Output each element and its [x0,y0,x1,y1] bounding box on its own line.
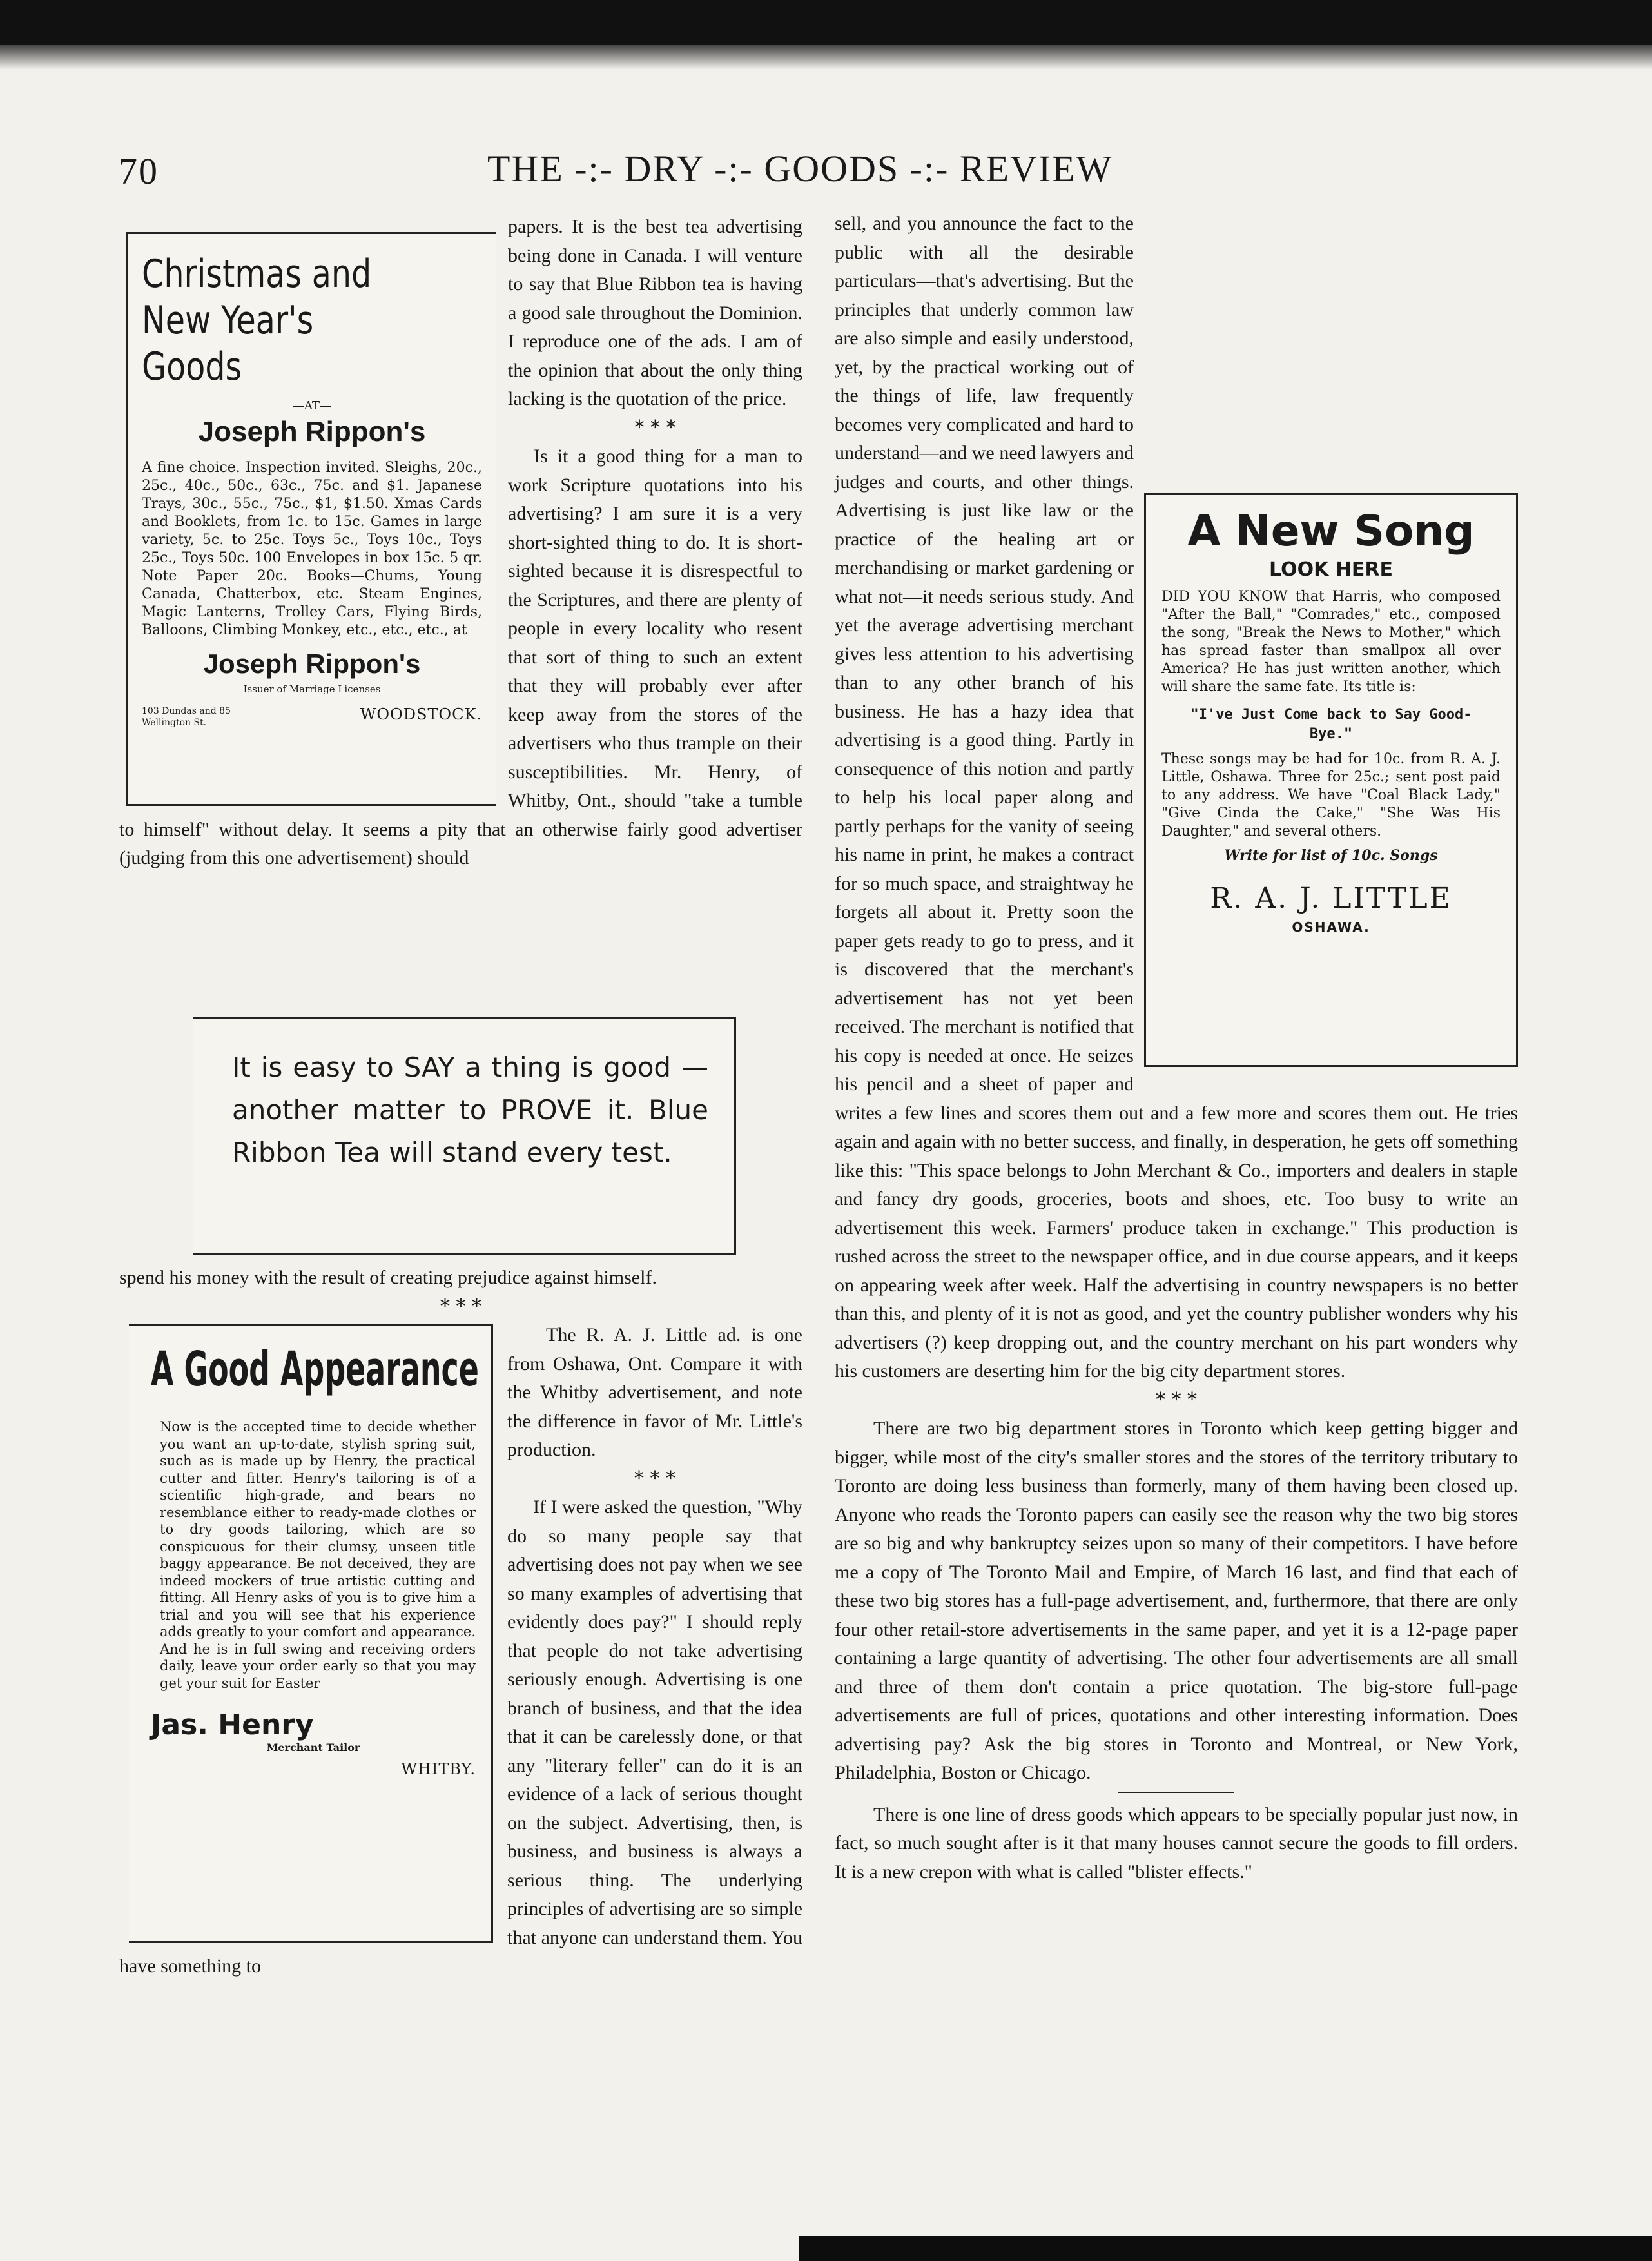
rippon-body: A fine choice. Inspection invited. Sleighs, 20c., 25c., 40c., 50c., 63c., 75c. and $1. Japanese Trays, 30c., 55c., 75c., $1, $1.50. Xmas Cards and Booklets, from 1c. to 15c. Games in large variety, 5c. to 25c. Toys 5c., Toys 10c., Toys 25c., Toys 50c. 100 Envelopes in box 15c. 5 qr. Note Paper 20c. Books—Chums, Young Canada, Chatterbox, etc. Steam Engines, Magic Lanterns, Trolley Cars, Flying Birds, Balloons, Climbing Monkey, etc., etc., etc., at [142,460,482,638]
blue-ribbon-text: It is easy to SAY a thing is good — another matter to PROVE it. Blue Ribbon Tea will stand every test. [232,1052,708,1168]
henry-trade: Merchant Tailor [266,1741,360,1754]
question-paragraph: If I were asked the question, "Why do so many people say that advertising does not pay when we see so many examples of advertising that evidently does pay?" I should reply that people do not take advertising seriously enough. Advertising is one branch of business, and that the idea that it can be carelessly done, or that any "literary feller" can do it is an evidence of a lack of serious thought on the subject. Advertising, then, is business, and business is always a serious thing. The underlying principles of advertising are so simple that anyone can understand them. You have something to [119,1496,802,1977]
little-offer: These songs may be had for 10c. from R. A. J. Little, Oshawa. Three for 25c.; sent post paid to any address. We have "Coal Black Lady," "Give Cinda the Cake," "She Was His Daughter," and several others. [1161,751,1501,839]
right-column [835,210,1518,1886]
scan-bottom-edge [799,2236,1652,2261]
little-look-here: LOOK HERE [1269,558,1393,581]
running-title: THE -:- DRY -:- GOODS -:- REVIEW [487,148,1113,190]
section-divider-stars-2: * * * [440,1295,482,1318]
law-paragraph: sell, and you announce the fact to the public with all the desirable particulars—that's advertising. But the principles that underly common law are also simple and easily understood, yet, by the practical working out of the things of life, law frequently becomes very complicated and hard to understand—and we need lawyers and judges and courts, and other things. Advertising is just like law or the practice of the healing art or merchandising or market gardening or what not—it needs serious study. And yet the average advertising merchant gives less attention to his advertising than to any other branch of his business. He has a hazy idea that advertising is a good thing. Partly in consequence of this notion and partly to help his local paper along and partly perhaps for the vanity of seeing his name in print, he makes a contract for so much space, and straightway he forgets all about it. Pretty soon the paper gets ready to go to press, and it is discovered that the merchant's advertisement has not yet been received. The merchant is notified that his copy is needed at once. He seizes his pencil and a sheet of paper and writes a few lines and scores them out and a few more and scores them out. He tries again and again with no better success, and finally, in desperation, he gets off something like this: "This space belongs to John Merchant & Co., importers and dealers in staple and fancy dry goods, groceries, boots and shoes, etc. Too busy to write an advertisement this week. Farmers' produce taken in exchange." This production is rushed across the street to the newspaper office, and in due course appears, and it keeps on appearing week after week. Half the advertising in country newspapers is no better than this, and plenty of it is not as good, and yet the country publisher wonders why his advertisers (?) keep dropping out, and the country merchant on his part wonders why his customers are deserting him for the big city department stores. [835,213,1518,1382]
section-divider-stars-3: * * * [634,1467,676,1490]
rippon-address: 103 Dundas and 85 Wellington St. [142,706,231,728]
scan-top-shadow [0,45,1652,70]
section-divider-stars-4: * * * [1155,1388,1198,1411]
department-stores-paragraph: There are two big department stores in Toronto which keep getting bigger and bigger, while most of the city's smaller stores and the stores of the territory tributary to Toronto are doing less business than formerly, many of them having been closed up. Anyone who reads the Toronto papers can easily see the reason why the two big stores are so big and why bankruptcy seizes upon so many of their competitors. I have before me a copy of The Toronto Mail and Empire, of March 16 last, and find that each of these two big stores has a full-page advertisement, and, furthermore, that there are only four other retail-store advertisements in the same paper, and yet it is a 12-page paper containing a large quantity of advertising. The other four advertisements are all small and three of them don't contain a price quotation. The big-store full-page advertisements are full of prices, quotations and other interesting information. Does advertising pay? Ask the big stores in Toronto and Montreal, or New York, Philadelphia, Boston or Chicago. [835,1418,1518,1783]
rippon-town: WOODSTOCK. [360,705,482,723]
little-body: DID YOU KNOW that Harris, who composed "After the Ball," "Comrades," etc., composed the song, "Break the News to Mother," which has spread faster than smallpox all over America? He has just written another, which will share the same fate. Its title is: [1161,589,1501,695]
henry-body: Now is the accepted time to decide whether you want an up-to-date, stylish spring suit, such as is made up by Henry, the practical cutter and fitter. Henry's tailoring is of a scientific high-grade, and bears no resemblance either to ready-made clothes or to dry goods tailoring, which are so conspicuous for their clumsy, unseen title baggy appearance. Be not deceived, they are indeed mockers of true artistic cutting and fitting. All Henry asks of you is to give him a trial and you will see that his experience adds greatly to your comfort and appearance. And he is in full swing and receiving orders daily, leave your order early so that you may get your suit for Easter [160,1419,476,1691]
intro-paragraph: papers. It is the best tea advertising being done in Canada. I will venture to say that Blue Ribbon tea is having a good sale throughout the Dominion. I reproduce one of the ads. I am of the opinion that about the only thing lacking is the quotation of the price. [508,216,802,409]
section-divider-stars: * * * [634,416,676,439]
henry-title: A Good Appearance [151,1342,479,1397]
little-ad-paragraph: The R. A. J. Little ad. is one from Oshawa, Ont. Compare it with the Whitby advertisement, and note the difference in favor of Mr. Little's production. [507,1324,802,1460]
little-town: OSHAWA. [1292,919,1370,935]
rippon-at: —AT— [292,399,332,413]
ad-joseph-rippon [126,232,496,806]
scripture-paragraph: Is it a good thing for a man to work Scripture quotations into his advertising? I am sure it is a very short-sighted thing to do. It is short-sighted because it is disrespectful to the Scriptures, and there are plenty of people in every locality who resent that sort of thing to such an extent that they will probably ever after keep away from the stores of the advertisers who thus trample on their susceptibilities. Mr. Henry, of Whitby, Ont., should "take a tumble to himself" without delay. It seems a pity that an otherwise fairly good advertiser (judging from this one advertisement) should [119,445,802,868]
little-song-title: "I've Just Come back to Say Good-Bye." [1190,707,1472,742]
scan-top-edge [0,0,1652,45]
little-write-for: Write for list of 10c. Songs [1224,847,1438,864]
ad-jas-henry [129,1324,493,1943]
page-number: 70 [119,150,159,192]
short-rule [1118,1792,1234,1793]
rippon-name: Joseph Rippon's [198,416,426,447]
prejudice-paragraph: spend his money with the result of creating prejudice against himself. [119,1267,657,1288]
henry-town: WHITBY. [401,1760,476,1778]
little-title: A New Song [1187,506,1475,556]
rippon-issuer: Issuer of Marriage Licenses [243,683,381,695]
little-name: R. A. J. LITTLE [1210,882,1452,915]
rippon-title-1: Christmas and [142,251,372,297]
rippon-title-2: New Year's Goods [142,298,314,389]
left-column-lower [119,1264,802,1981]
left-column [119,213,802,873]
ad-ra-j-little [1144,493,1518,1067]
crepon-paragraph: There is one line of dress goods which appears to be specially popular just now, in fact, so much sought after is it that many houses cannot secure the goods to fill orders. It is a new crepon with what is called "blister effects." [835,1803,1518,1883]
rippon-name-2: Joseph Rippon's [203,649,421,679]
ad-blue-ribbon-tea [193,1017,736,1255]
henry-name: Jas. Henry [151,1708,314,1741]
